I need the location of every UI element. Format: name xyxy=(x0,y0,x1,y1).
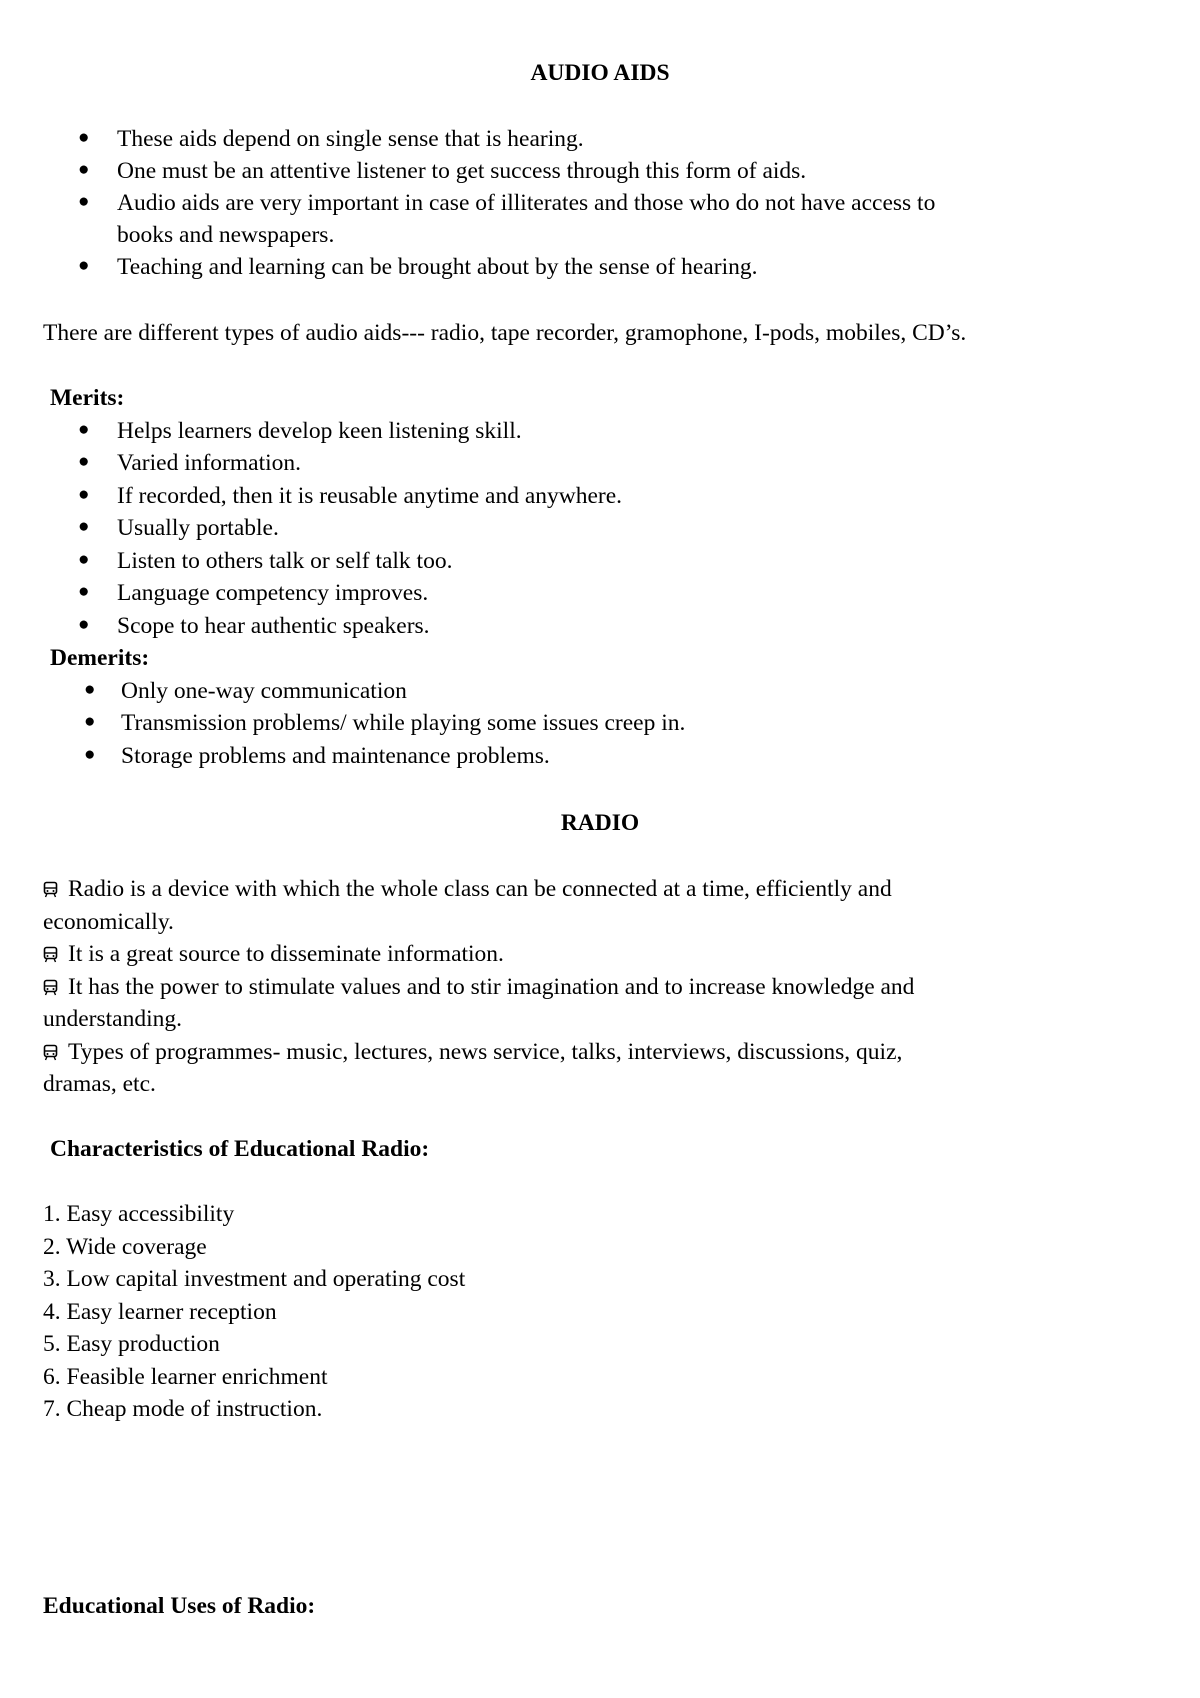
radio-icon xyxy=(43,946,58,963)
bullet-icon: ● xyxy=(78,255,90,276)
radio-icon xyxy=(43,881,58,898)
merit-item: Helps learners develop keen listening skill. xyxy=(117,418,522,444)
audio-aids-title: AUDIO AIDS xyxy=(530,60,670,86)
merit-item: Scope to hear authentic speakers. xyxy=(117,613,430,639)
demerit-item: Storage problems and maintenance problems. xyxy=(121,743,550,769)
audio-aids-bullet: Audio aids are very important in case of illiterates and those who do not have access to xyxy=(117,190,936,216)
educational-uses-heading: Educational Uses of Radio: xyxy=(43,1593,316,1619)
radio-line-continuation: understanding. xyxy=(43,1006,183,1032)
radio-line xyxy=(43,943,504,967)
radio-line xyxy=(43,1041,902,1065)
audio-aids-bullet: One must be an attentive listener to get success through this form of aids. xyxy=(117,158,807,184)
audio-aids-bullet-continuation: books and newspapers. xyxy=(117,222,335,248)
characteristic-item: 5. Easy production xyxy=(43,1331,220,1357)
radio-line xyxy=(43,878,892,902)
radio-line-continuation: dramas, etc. xyxy=(43,1071,156,1097)
bullet-icon: ● xyxy=(78,516,90,537)
bullet-icon: ● xyxy=(78,419,90,440)
bullet-icon: ● xyxy=(78,159,90,180)
types-of-audio-aids: There are different types of audio aids--- radio, tape recorder, gramophone, I-pods, mobiles, CD’s. xyxy=(43,320,967,346)
merit-item: If recorded, then it is reusable anytime and anywhere. xyxy=(117,483,623,509)
radio-line xyxy=(43,976,914,1000)
radio-line-continuation: economically. xyxy=(43,909,174,935)
radio-line-text: Radio is a device with which the whole class can be connected at a time, efficiently and xyxy=(68,876,892,902)
characteristic-item: 7. Cheap mode of instruction. xyxy=(43,1396,323,1422)
bullet-icon: ● xyxy=(78,451,90,472)
merit-item: Varied information. xyxy=(117,450,302,476)
radio-icon xyxy=(43,979,58,996)
characteristic-item: 6. Feasible learner enrichment xyxy=(43,1364,328,1390)
demerits-heading: Demerits: xyxy=(50,645,150,671)
radio-title: RADIO xyxy=(560,810,640,836)
merit-item: Listen to others talk or self talk too. xyxy=(117,548,453,574)
characteristic-item: 2. Wide coverage xyxy=(43,1234,207,1260)
characteristic-item: 3. Low capital investment and operating cost xyxy=(43,1266,466,1292)
radio-line-text: It is a great source to disseminate information. xyxy=(68,941,504,967)
characteristic-item: 1. Easy accessibility xyxy=(43,1201,235,1227)
bullet-icon: ● xyxy=(78,191,90,212)
bullet-icon: ● xyxy=(78,549,90,570)
radio-line-text: Types of programmes- music, lectures, news service, talks, interviews, discussions, quiz, xyxy=(68,1039,903,1065)
bullet-icon: ● xyxy=(78,581,90,602)
merit-item: Language competency improves. xyxy=(117,580,429,606)
bullet-icon: ● xyxy=(78,614,90,635)
demerit-item: Transmission problems/ while playing some issues creep in. xyxy=(121,710,686,736)
radio-line-text: It has the power to stimulate values and to stir imagination and to increase knowledge and xyxy=(68,974,915,1000)
characteristic-item: 4. Easy learner reception xyxy=(43,1299,277,1325)
merit-item: Usually portable. xyxy=(117,515,279,541)
audio-aids-bullet: Teaching and learning can be brought about by the sense of hearing. xyxy=(117,254,758,280)
demerit-item: Only one-way communication xyxy=(121,678,407,704)
bullet-icon: ● xyxy=(84,679,96,700)
bullet-icon: ● xyxy=(78,484,90,505)
merits-heading: Merits: xyxy=(50,385,125,411)
audio-aids-bullet: These aids depend on single sense that is hearing. xyxy=(117,126,584,152)
radio-icon xyxy=(43,1044,58,1061)
bullet-icon: ● xyxy=(84,711,96,732)
bullet-icon: ● xyxy=(84,744,96,765)
bullet-icon: ● xyxy=(78,127,90,148)
characteristics-heading: Characteristics of Educational Radio: xyxy=(50,1136,430,1162)
